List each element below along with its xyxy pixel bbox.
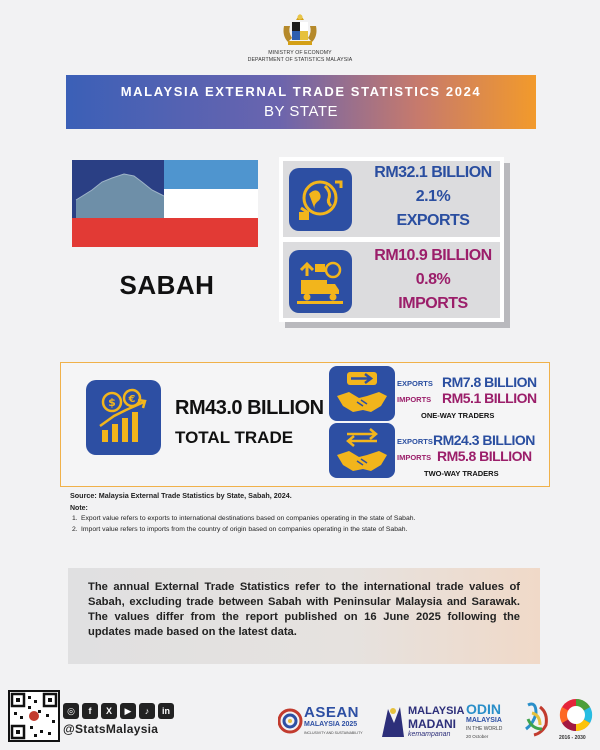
sdg-years: 2016 - 2030 [559, 735, 586, 741]
note-number: 2. [72, 526, 78, 533]
one-way-caption: ONE-WAY TRADERS [421, 411, 495, 420]
social-icons [63, 703, 174, 719]
page-subtitle: BY STATE [263, 103, 339, 120]
two-way-exports-label: EXPORTS [397, 437, 433, 446]
imports-label: IMPORTS [398, 295, 468, 312]
odin-country: MALAYSIA [466, 717, 502, 724]
note-text: Export value refers to exports to international destinations based on companies operating in the state of Sabah. [81, 515, 416, 522]
social-handle[interactable]: @StatsMalaysia [63, 722, 159, 736]
madani-tagline: kemampanan [408, 731, 451, 738]
two-way-exports-value: RM24.3 BILLION [433, 432, 535, 448]
note-text: Import value refers to imports from the country of origin based on companies operating in the state of Sabah. [81, 526, 408, 533]
handshake-two-way-icon [329, 423, 395, 478]
sdg-wheel-logo [556, 697, 596, 743]
handshake-one-way-icon [329, 366, 395, 421]
malaysia-madani-logo [378, 699, 465, 743]
youtube-icon[interactable]: ▶ [120, 703, 136, 719]
tiktok-icon[interactable]: ♪ [139, 703, 155, 719]
sabah-flag [72, 160, 258, 247]
asean-malaysia-2025-logo [278, 699, 373, 743]
state-name: SABAH [119, 270, 215, 300]
notes-list [72, 514, 472, 536]
asean-tagline: INCLUSIVITY AND SUSTAINABILITY [304, 731, 363, 735]
page-title: MALAYSIA EXTERNAL TRADE STATISTICS 2024 [120, 84, 482, 99]
two-way-caption: TWO-WAY TRADERS [424, 469, 499, 478]
note-item [72, 514, 472, 523]
madani-line1: MALAYSIA [408, 705, 465, 717]
source-note: Source: Malaysia External Trade Statistics by State, Sabah, 2024. [70, 491, 292, 500]
facebook-icon[interactable]: f [82, 703, 98, 719]
department-name: DEPARTMENT OF STATISTICS MALAYSIA [247, 56, 353, 63]
odin-text: ODIN [466, 701, 501, 717]
explanation-text: The annual External Trade Statistics refer to the international trade values of Sabah, excluding trade between Sabah with Peninsular Malaysia and Sarawak. The values differ from the report published on 16 June 2025 following the updates made based on the latest data. [88, 581, 520, 638]
cargo-imports-icon [289, 250, 352, 313]
ministry-name: MINISTRY OF ECONOMY [268, 50, 332, 56]
odin-tagline: IN THE WORLD [466, 726, 503, 732]
ministry-caption [150, 50, 450, 63]
instagram-icon[interactable]: ◎ [63, 703, 79, 719]
two-way-imports-label: IMPORTS [397, 453, 432, 462]
asean-subtext: MALAYSIA 2025 [304, 721, 358, 728]
x-icon[interactable]: X [101, 703, 117, 719]
one-way-imports-value: RM5.1 BILLION [442, 390, 537, 406]
exports-share: 2.1% [415, 188, 451, 205]
imports-value: RM10.9 BILLION [374, 247, 492, 264]
one-way-imports-label: IMPORTS [397, 395, 432, 404]
madani-line2: MADANI [408, 717, 456, 731]
title-banner [66, 75, 536, 129]
qr-code[interactable] [8, 690, 60, 742]
odin-date: 20 October [466, 734, 489, 739]
two-way-imports-value: RM5.8 BILLION [437, 448, 532, 464]
coat-of-arms-logo [278, 12, 322, 48]
linkedin-icon[interactable]: in [158, 703, 174, 719]
notes-heading: Note: [70, 505, 88, 512]
exports-value: RM32.1 BILLION [374, 164, 492, 181]
note-number: 1. [72, 515, 78, 522]
asean-text: ASEAN [304, 704, 360, 721]
exports-label: EXPORTS [396, 212, 470, 229]
world-statistics-day-logo [522, 699, 552, 743]
globe-exports-icon [289, 168, 352, 231]
money-growth-icon [86, 380, 161, 455]
one-way-exports-value: RM7.8 BILLION [442, 374, 537, 390]
svg-text:€: € [128, 394, 136, 405]
imports-share: 0.8% [415, 271, 451, 288]
total-trade-value: RM43.0 BILLION [175, 397, 324, 419]
odin-malaysia-logo [466, 699, 518, 743]
total-trade-label: TOTAL TRADE [175, 428, 294, 447]
one-way-exports-label: EXPORTS [397, 379, 433, 388]
svg-text:$: $ [108, 396, 116, 409]
note-item [72, 525, 472, 534]
